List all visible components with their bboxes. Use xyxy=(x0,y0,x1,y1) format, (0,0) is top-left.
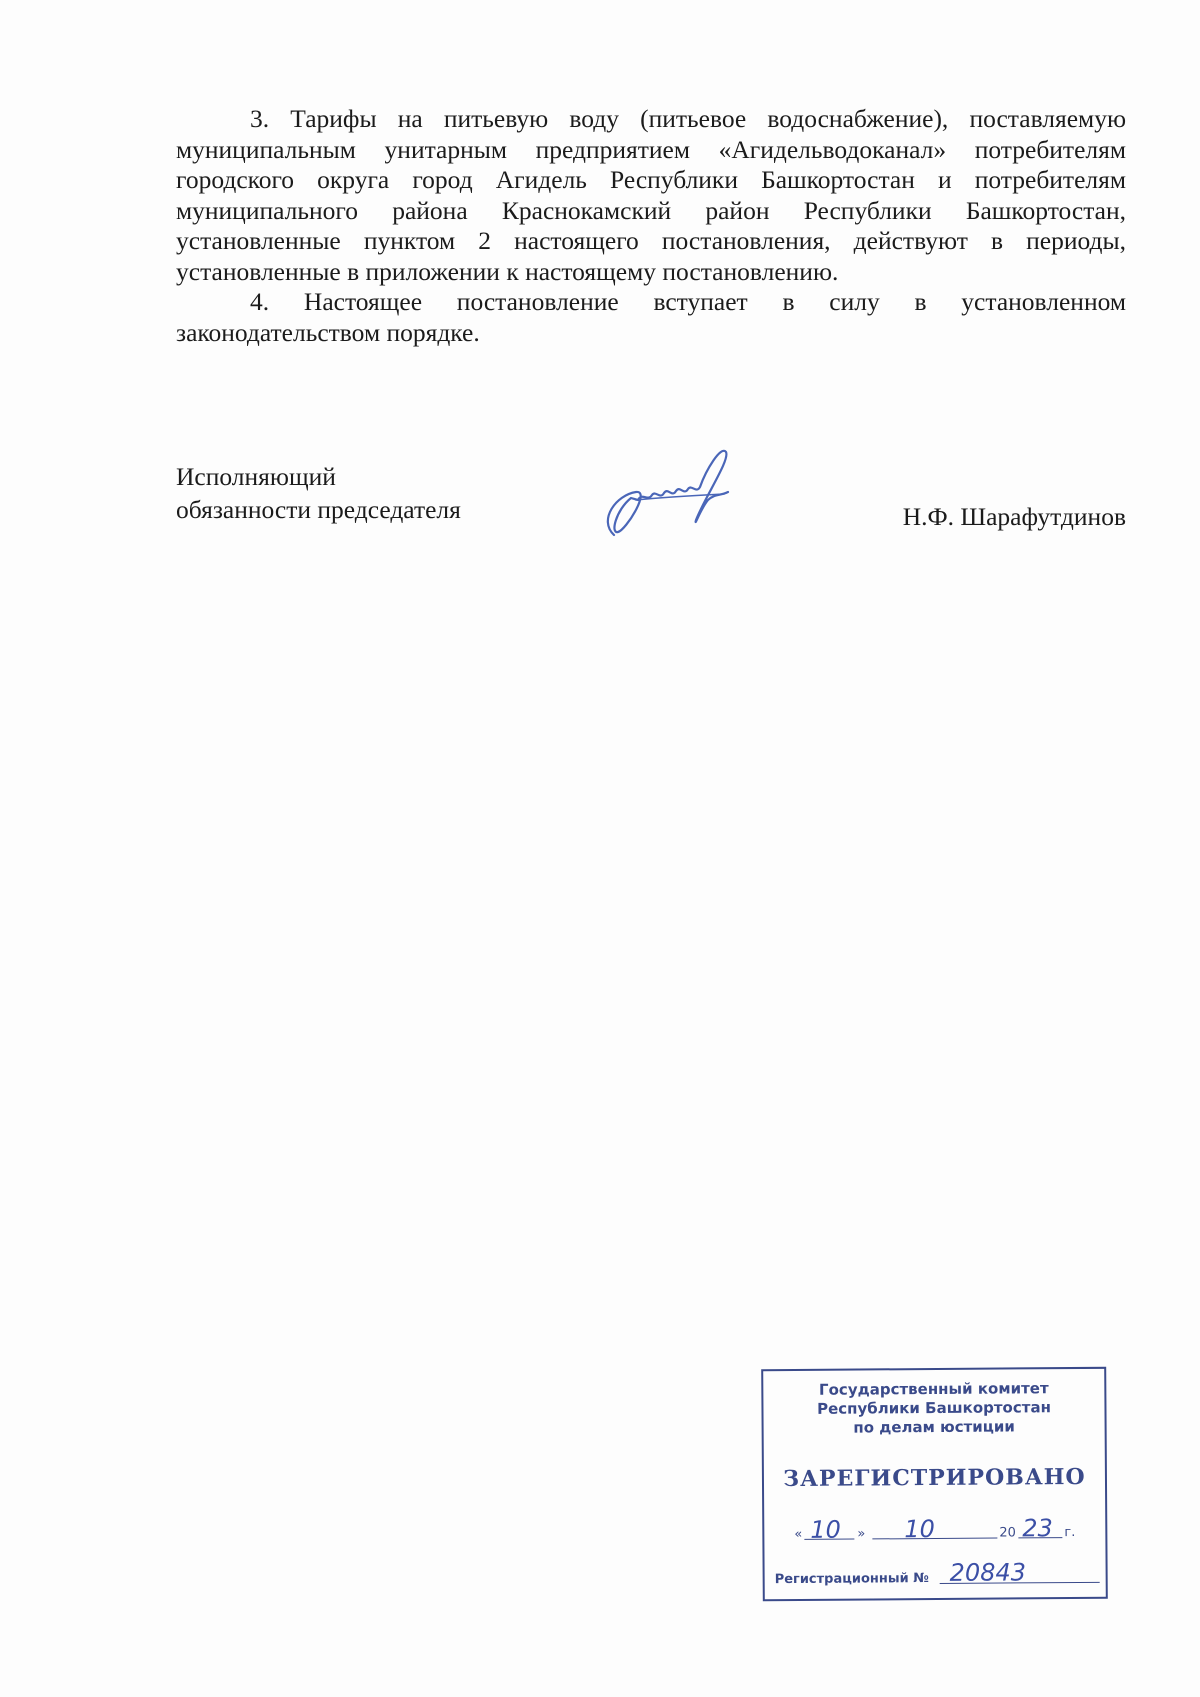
signatory-title-line-1: Исполняющий xyxy=(176,462,336,491)
document-body xyxy=(176,104,1126,348)
signature-block xyxy=(176,460,1126,560)
handwritten-signature xyxy=(596,440,746,550)
stamp-month: 10 xyxy=(904,1514,935,1544)
stamp-open-quote: « xyxy=(794,1526,803,1542)
stamp-close-quote: » xyxy=(857,1526,866,1542)
registration-stamp xyxy=(761,1367,1108,1601)
stamp-reg-number: 20843 xyxy=(949,1558,1027,1587)
stamp-reg-label: Регистрационный № xyxy=(774,1571,929,1588)
signatory-name: Н.Ф. Шарафутдинов xyxy=(902,502,1126,531)
stamp-status: ЗАРЕГИСТРИРОВАНО xyxy=(783,1463,1086,1493)
stamp-year-prefix: 20 xyxy=(999,1525,1016,1541)
stamp-org-line-2: Республики Башкортостан xyxy=(816,1398,1051,1418)
signatory-title xyxy=(176,460,461,526)
paragraph-4: 4. Настоящее постановление вступает в силу в установленном законодательством порядке. xyxy=(176,287,1126,347)
stamp-org-line-3: по делам юстиции xyxy=(853,1417,1015,1437)
stamp-year-unit: г. xyxy=(1064,1525,1076,1541)
stamp-year-suffix: 23 xyxy=(1022,1514,1053,1543)
stamp-date xyxy=(794,1512,1084,1546)
stamp-registration xyxy=(775,1559,1100,1591)
stamp-org-line-1: Государственный комитет xyxy=(818,1379,1049,1399)
signatory-title-line-2: обязанности председателя xyxy=(176,495,461,524)
stamp-organization xyxy=(763,1379,1104,1438)
stamp-day: 10 xyxy=(810,1515,841,1544)
paragraph-3: 3. Тарифы на питьевую воду (питьевое водоснабжение), поставляемую муниципальным унитарным предприятием «Агидельводоканал» потребителям городского округа город Агидель Республики Башкортостан и потребителям муниципального района Краснокамский район Республики Башкортостан, установленные пунктом 2 настоящего постановления, действуют в периоды, установленные в приложении к настоящему постановлению. xyxy=(176,104,1126,286)
